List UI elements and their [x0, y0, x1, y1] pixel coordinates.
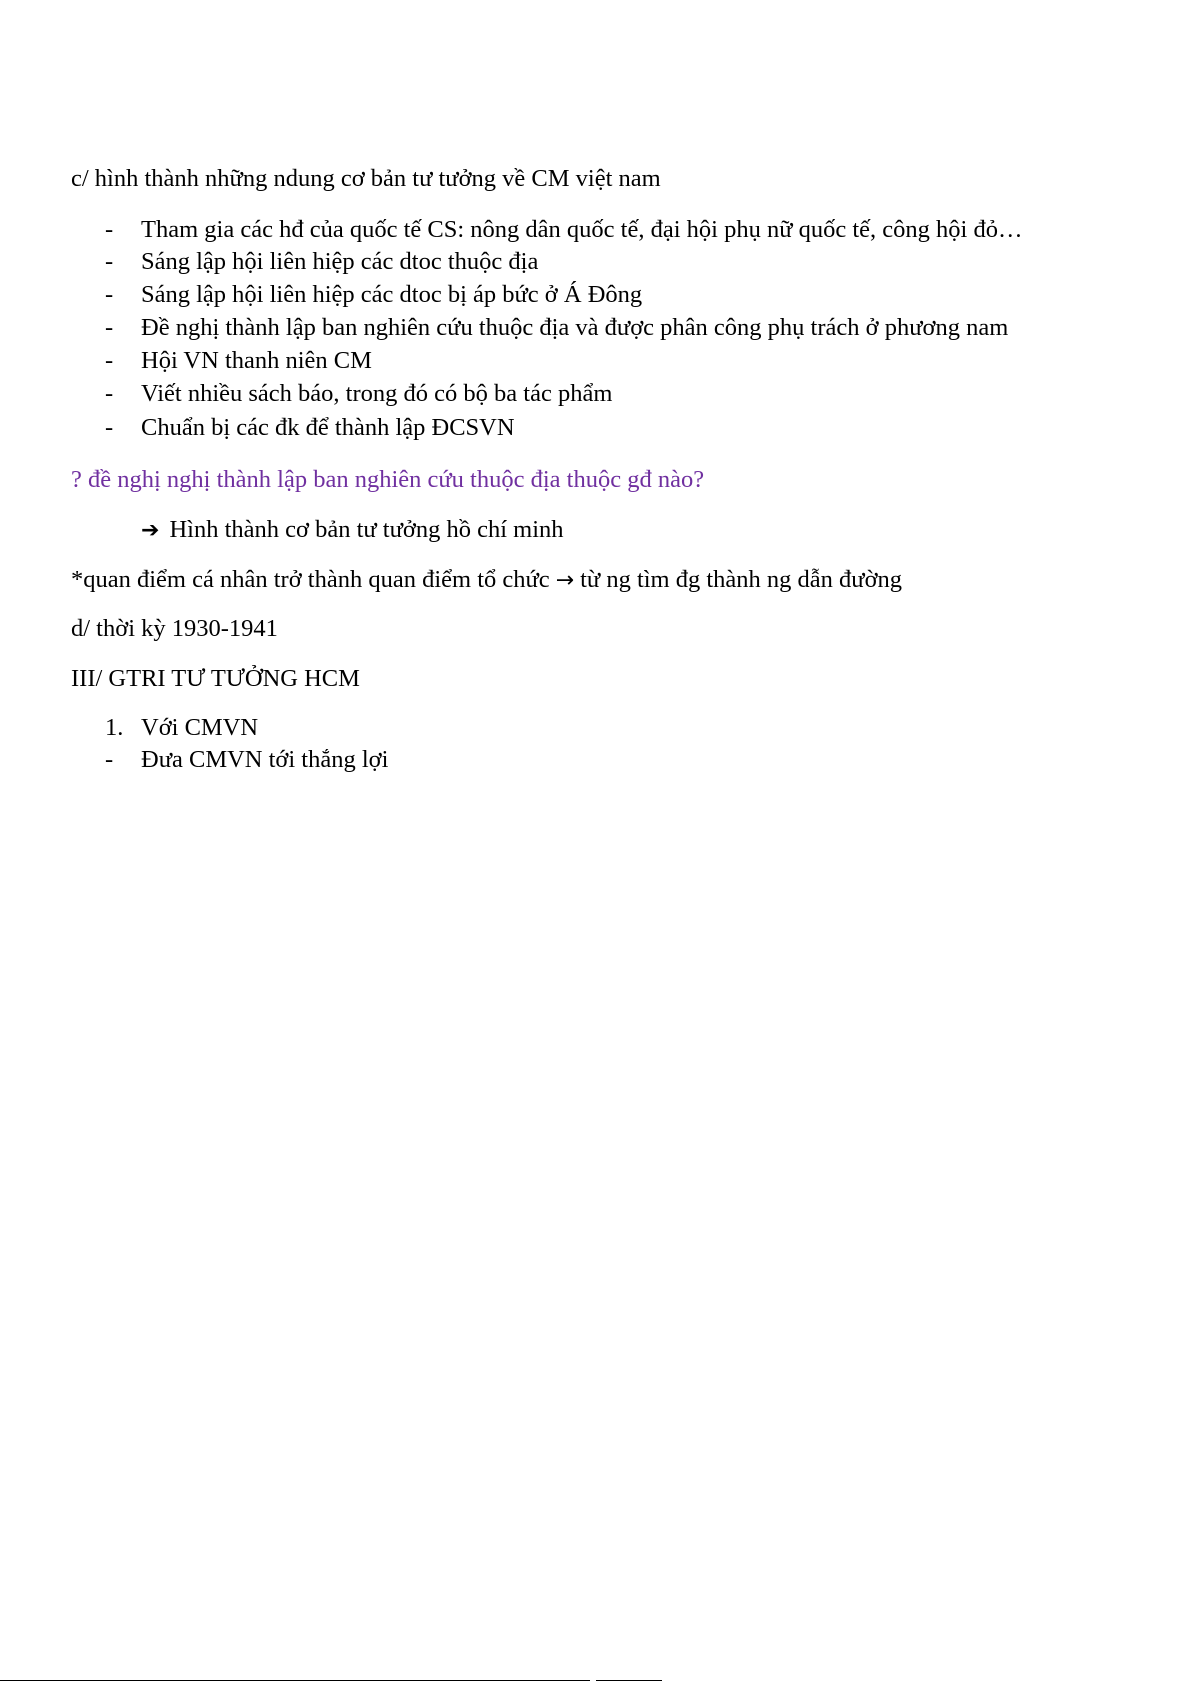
bullet-dash: -	[105, 216, 114, 243]
conclusion-text: Hình thành cơ bản tư tưởng hồ chí minh	[169, 516, 564, 543]
bullet-dash: -	[105, 380, 114, 407]
viewpoint-after: từ ng tìm đg thành ng dẫn đường	[580, 566, 903, 593]
conclusion-line	[141, 515, 564, 546]
list-item-text: Đề nghị thành lập ban nghiên cứu thuộc địa và được phân công phụ trách ở phương nam	[141, 314, 1009, 341]
heading-c: c/ hình thành những ndung cơ bản tư tưởng về CM việt nam	[71, 165, 661, 192]
bullet-dash: -	[105, 414, 114, 441]
viewpoint-before: *quan điểm cá nhân trở thành quan điểm tổ chức	[71, 566, 550, 593]
bullet-dash: -	[105, 347, 114, 374]
bullet-dash: -	[105, 746, 114, 773]
list-item-text: Sáng lập hội liên hiệp các dtoc thuộc địa	[141, 248, 539, 275]
bullet-dash: -	[105, 248, 114, 275]
footer-divider	[0, 1680, 590, 1681]
list-item-text: Tham gia các hđ của quốc tế CS: nông dân quốc tế, đại hội phụ nữ quốc tế, công hội đỏ…	[141, 216, 1023, 243]
list-item-text: Viết nhiều sách báo, trong đó có bộ ba tác phẩm	[141, 380, 613, 407]
list-item-text: Chuẩn bị các đk để thành lập ĐCSVN	[141, 414, 515, 441]
viewpoint-line	[71, 565, 902, 596]
numbered-item-text: Với CMVN	[141, 714, 259, 741]
footer-divider	[596, 1680, 662, 1681]
question-line: ? đề nghị nghị thành lập ban nghiên cứu thuộc địa thuộc gđ nào?	[71, 466, 705, 493]
list-item-text: Đưa CMVN tới thắng lợi	[141, 746, 389, 773]
bullet-dash: -	[105, 281, 114, 308]
heading-iii: III/ GTRI TƯ TƯỞNG HCM	[71, 665, 360, 692]
right-arrow-icon: →	[555, 568, 575, 593]
item-number: 1.	[105, 714, 124, 741]
list-item-text: Hội VN thanh niên CM	[141, 347, 372, 374]
list-item-text: Sáng lập hội liên hiệp các dtoc bị áp bức ở Á Đông	[141, 281, 643, 308]
bullet-dash: -	[105, 314, 114, 341]
right-arrow-icon: ➔	[141, 518, 160, 543]
heading-d: d/ thời kỳ 1930-1941	[71, 615, 278, 642]
